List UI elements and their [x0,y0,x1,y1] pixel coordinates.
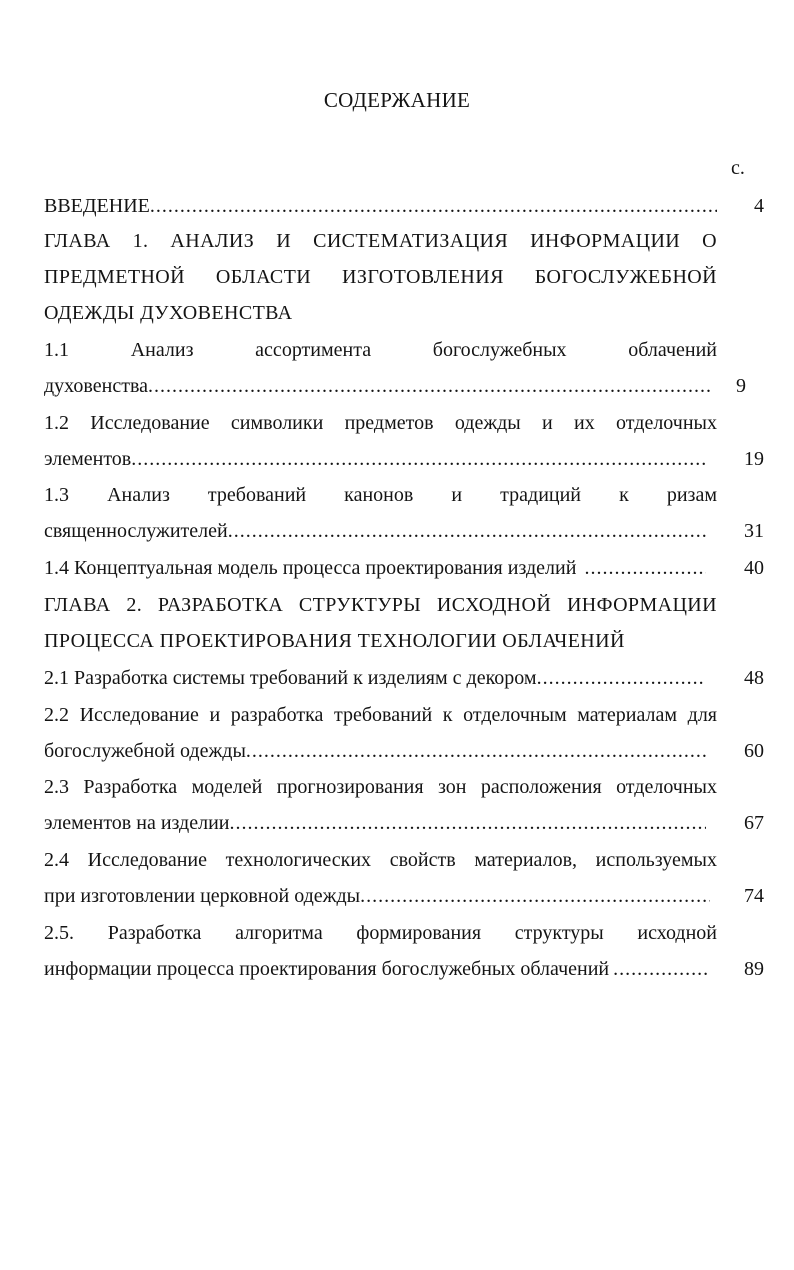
toc-entry-2-4[interactable] [44,881,710,911]
toc-entry-1-1-line[interactable]: 1.1 Анализ ассортимента богослужебных облачений [44,339,717,361]
page-title: СОДЕРЖАНИЕ [323,88,471,112]
toc-entry-2-4-line[interactable]: 2.4 Исследование технологических свойств материалов, используемых [44,849,717,871]
toc-entry-text: ВВЕДЕНИЕ [44,195,150,217]
toc-entry-2-5[interactable] [44,954,710,984]
leader-dots [228,516,706,546]
toc-page-number: 9 [736,375,746,397]
leader-dots [148,371,710,401]
leader-dots [609,954,710,984]
leader-dots [576,553,706,583]
toc-entry-2-2-line[interactable]: 2.2 Исследование и разработка требований к отделочным материалам для [44,704,717,726]
toc-entry-text: при изготовлении церковной одежды [44,885,361,907]
toc-page-number: 19 [744,448,764,470]
toc-entry-1-3-line[interactable]: 1.3 Анализ требований канонов и традиций к ризам [44,484,717,506]
leader-dots [131,444,706,474]
chapter-2-heading-line[interactable]: ГЛАВА 2. РАЗРАБОТКА СТРУКТУРЫ ИСХОДНОЙ ИНФОРМАЦИИ [44,594,717,616]
toc-page-number: 67 [744,812,764,834]
toc-entry-text: 2.1 Разработка системы требований к изделиям с декором [44,667,537,689]
toc-entry-text: священнослужителей [44,520,228,542]
toc-entry-intro[interactable] [44,191,717,221]
toc-entry-2-5-line[interactable]: 2.5. Разработка алгоритма формирования структуры исходной [44,922,717,944]
toc-page-number: 40 [744,557,764,579]
page-column-label: с. [731,157,745,179]
chapter-1-heading-line[interactable]: ПРЕДМЕТНОЙ ОБЛАСТИ ИЗГОТОВЛЕНИЯ БОГОСЛУЖЕБНОЙ [44,266,717,288]
leader-dots [230,808,707,838]
chapter-1-heading-line[interactable]: ОДЕЖДЫ ДУХОВЕНСТВА [44,302,293,324]
toc-page-number: 89 [744,958,764,980]
toc-entry-text: богослужебной одежды [44,740,246,762]
chapter-2-heading-line[interactable]: ПРОЦЕССА ПРОЕКТИРОВАНИЯ ТЕХНОЛОГИИ ОБЛАЧЕНИЙ [44,630,625,652]
toc-entry-1-3[interactable] [44,516,706,546]
toc-page-number: 60 [744,740,764,762]
toc-entry-1-2-line[interactable]: 1.2 Исследование символики предметов одежды и их отделочных [44,412,717,434]
toc-page-number: 48 [744,667,764,689]
toc-entry-2-1[interactable] [44,663,704,693]
toc-entry-1-2[interactable] [44,444,706,474]
toc-entry-text: 1.4 Концептуальная модель процесса проектирования изделий [44,557,577,579]
toc-entry-2-2[interactable] [44,736,708,766]
toc-entry-1-1[interactable] [44,371,710,401]
leader-dots [150,191,717,221]
toc-entry-text: информации процесса проектирования богослужебных облачений [44,958,610,980]
leader-dots [537,663,704,693]
toc-entry-text: духовенства [44,375,148,397]
toc-entry-2-3[interactable] [44,808,706,838]
toc-page-number: 31 [744,520,764,542]
toc-entry-text: элементов на изделии [44,812,230,834]
leader-dots [360,881,710,911]
toc-page-number: 74 [744,885,764,907]
toc-entry-2-3-line[interactable]: 2.3 Разработка моделей прогнозирования зон расположения отделочных [44,776,717,798]
leader-dots [246,736,708,766]
toc-entry-1-4[interactable] [44,553,706,583]
toc-page-number: 4 [754,195,764,217]
chapter-1-heading-line[interactable]: ГЛАВА 1. АНАЛИЗ И СИСТЕМАТИЗАЦИЯ ИНФОРМАЦИИ О [44,230,717,252]
toc-entry-text: элементов [44,448,132,470]
